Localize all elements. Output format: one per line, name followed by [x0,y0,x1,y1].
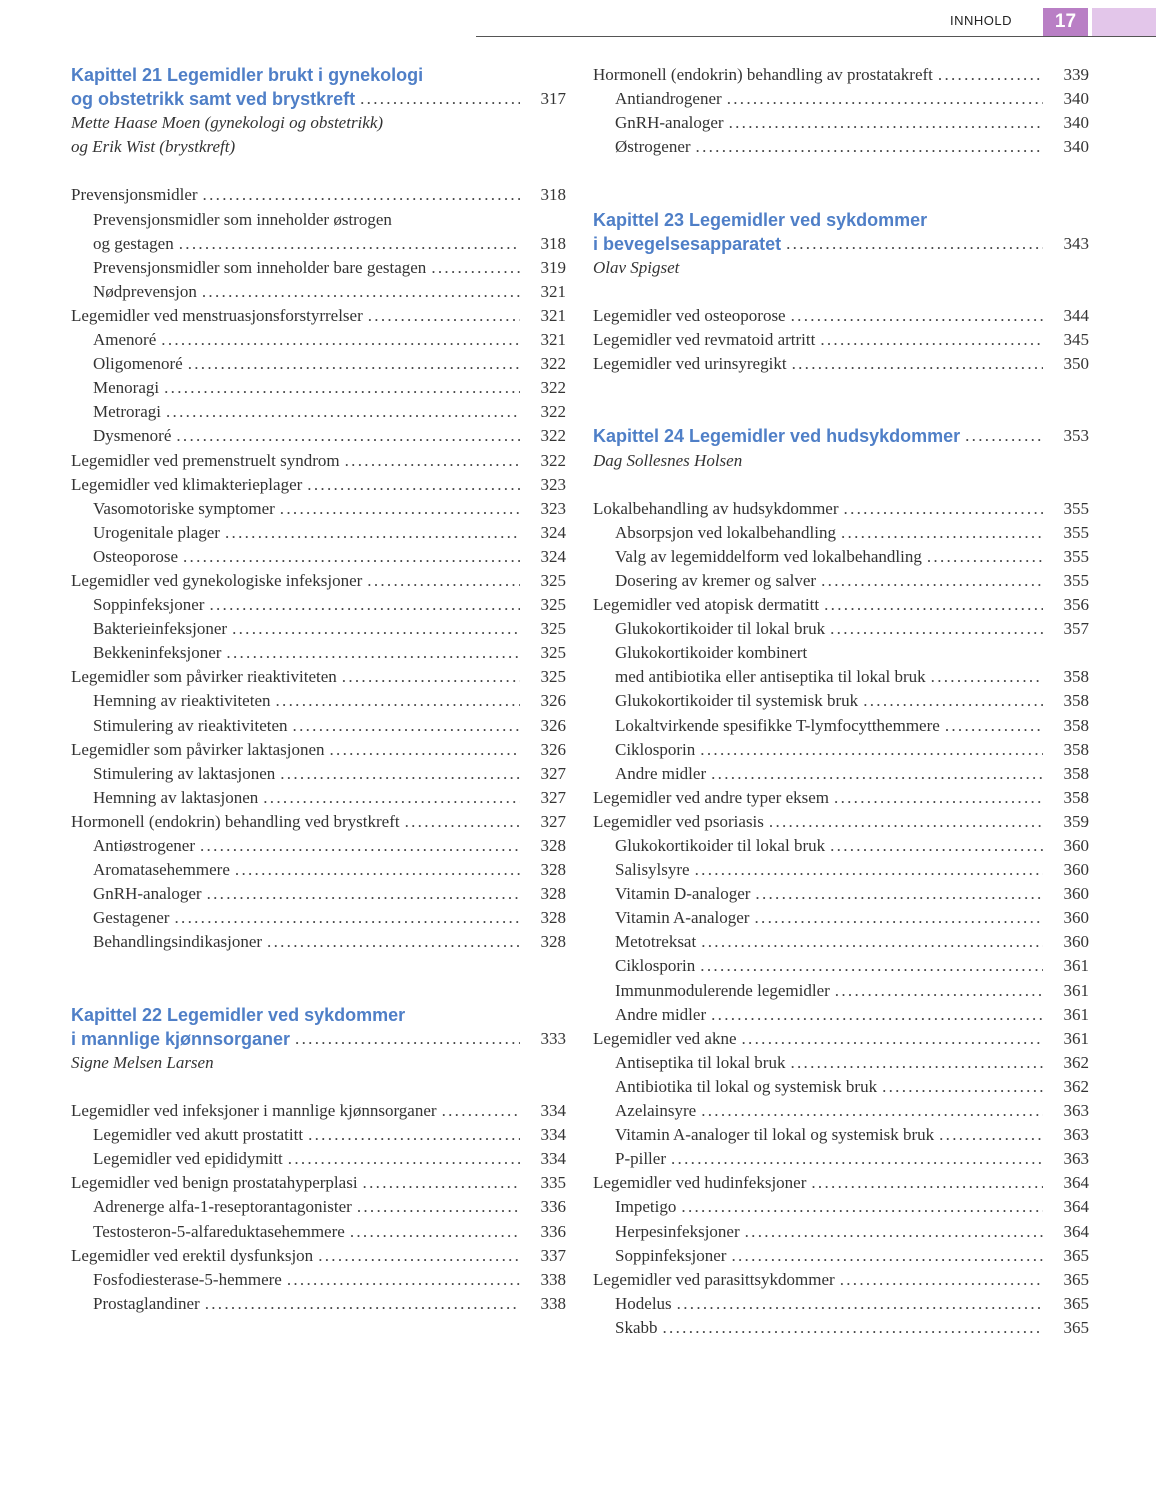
chapter-21-heading-line2[interactable]: og obstetrikk samt ved brystkreft ..... 317 [71,87,566,111]
toc-entry[interactable]: Impetigo ..... 364 [593,1195,1089,1219]
toc-entry[interactable]: Prevensjonsmidler ..... 318 [71,183,566,207]
header-rule [476,36,1156,37]
toc-entry[interactable]: Vitamin A-analoger ..... 360 [593,906,1089,930]
toc-entry[interactable]: Hemning av laktasjonen ..... 327 [71,786,566,810]
toc-entry[interactable]: Hemning av rieaktiviteten ..... 326 [71,689,566,713]
toc-entry[interactable]: Gestagener ..... 328 [71,906,566,930]
toc-entry[interactable]: Nødprevensjon ..... 321 [71,280,566,304]
toc-entry[interactable]: Andre midler ..... 358 [593,762,1089,786]
toc-entry[interactable]: Andre midler ..... 361 [593,1003,1089,1027]
toc-entry[interactable]: Legemidler ved osteoporose ..... 344 [593,304,1089,328]
toc-entry[interactable]: Prostaglandiner ..... 338 [71,1292,566,1316]
toc-entry[interactable]: Metroragi ..... 322 [71,400,566,424]
chapter-24-page: 353 [1063,426,1089,446]
chapter-22-heading-line2[interactable]: i mannlige kjønnsorganer ..... 333 [71,1027,566,1051]
toc-entry[interactable]: Azelainsyre ..... 363 [593,1099,1089,1123]
toc-entry[interactable]: P-piller ..... 363 [593,1147,1089,1171]
toc-entry[interactable]: GnRH-analoger ..... 328 [71,882,566,906]
chapter-23-page: 343 [1063,233,1089,253]
toc-entry[interactable]: Lokaltvirkende spesifikke T-lymfocytthemmere ..... 358 [593,714,1089,738]
toc-entry[interactable]: Antiøstrogener ..... 328 [71,834,566,858]
toc-entry[interactable]: Salisylsyre ..... 360 [593,858,1089,882]
toc-entry[interactable]: Osteoporose ..... 324 [71,545,566,569]
toc-entry[interactable]: Vitamin A-analoger til lokal og systemisk bruk ..... 363 [593,1123,1089,1147]
chapter-21-author-line1: Mette Haase Moen (gynekologi og obstetrikk) [71,113,384,133]
toc-entry[interactable]: og gestagen ..... 318 [71,232,566,256]
toc-entry[interactable]: Antibiotika til lokal og systemisk bruk ..... 362 [593,1075,1089,1099]
toc-entry[interactable]: Hodelus ..... 365 [593,1292,1089,1316]
toc-entry[interactable]: Legemidler ved andre typer eksem ..... 358 [593,786,1089,810]
chapter-21-heading-line1[interactable]: Kapittel 21 Legemidler brukt i gynekologi [71,65,424,85]
toc-entry[interactable]: Lokalbehandling av hudsykdommer ..... 355 [593,497,1089,521]
toc-entry[interactable]: Prevensjonsmidler som inneholder østrogen [93,209,392,229]
page-number: 17 [1043,8,1088,36]
toc-column-left [71,63,566,1316]
toc-entry[interactable]: Fosfodiesterase-5-hemmere ..... 338 [71,1268,566,1292]
toc-entry[interactable]: Glukokortikoider til lokal bruk ..... 360 [593,834,1089,858]
toc-entry[interactable]: Ciklosporin ..... 361 [593,954,1089,978]
toc-entry[interactable]: Legemidler ved klimakterieplager ..... 323 [71,473,566,497]
toc-entry[interactable]: Dosering av kremer og salver ..... 355 [593,569,1089,593]
toc-entry[interactable]: Metotreksat ..... 360 [593,930,1089,954]
toc-entry[interactable]: Oligomenoré ..... 322 [71,352,566,376]
toc-entry[interactable]: Legemidler som påvirker rieaktiviteten ..... 325 [71,665,566,689]
toc-entry[interactable]: Legemidler ved parasittsykdommer ..... 365 [593,1268,1089,1292]
toc-entry[interactable]: Legemidler ved akutt prostatitt ..... 334 [71,1123,566,1147]
toc-entry[interactable]: Legemidler ved psoriasis ..... 359 [593,810,1089,834]
toc-entry[interactable]: Legemidler ved erektil dysfunksjon ..... 337 [71,1244,566,1268]
toc-entry[interactable]: Bekkeninfeksjoner ..... 325 [71,641,566,665]
chapter-23-heading-line1[interactable]: Kapittel 23 Legemidler ved sykdommer [593,209,928,230]
toc-entry[interactable]: Amenoré ..... 321 [71,328,566,352]
toc-entry[interactable]: Østrogener ..... 340 [593,135,1089,159]
toc-entry[interactable]: Legemidler ved epididymitt ..... 334 [71,1147,566,1171]
toc-entry[interactable]: Legemidler ved revmatoid artritt ..... 345 [593,328,1089,352]
toc-entry[interactable]: Dysmenoré ..... 322 [71,424,566,448]
toc-entry[interactable]: Legemidler ved infeksjoner i mannlige kjønnsorganer ..... 334 [71,1099,566,1123]
toc-entry[interactable]: Adrenerge alfa-1-reseptorantagonister ..... 336 [71,1195,566,1219]
toc-entry[interactable]: Stimulering av rieaktiviteten ..... 326 [71,714,566,738]
toc-entry[interactable]: Vasomotoriske symptomer ..... 323 [71,497,566,521]
toc-entry[interactable]: Legemidler ved atopisk dermatitt ..... 356 [593,593,1089,617]
toc-entry[interactable]: Urogenitale plager ..... 324 [71,521,566,545]
toc-entry[interactable]: Ciklosporin ..... 358 [593,738,1089,762]
toc-entry[interactable]: Soppinfeksjoner ..... 325 [71,593,566,617]
toc-entry[interactable]: Menoragi ..... 322 [71,376,566,400]
toc-entry[interactable]: Stimulering av laktasjonen ..... 327 [71,762,566,786]
header-tab [1092,8,1156,36]
toc-entry[interactable]: Prevensjonsmidler som inneholder bare gestagen ..... 319 [71,256,566,280]
toc-entry[interactable]: Legemidler ved hudinfeksjoner ..... 364 [593,1171,1089,1195]
toc-entry[interactable]: Absorpsjon ved lokalbehandling ..... 355 [593,521,1089,545]
toc-entry[interactable]: Legemidler ved premenstruelt syndrom ..... 322 [71,449,566,473]
chapter-23-heading-line2[interactable]: i bevegelsesapparatet ..... 343 [593,232,1089,256]
toc-entry[interactable]: Antiandrogener ..... 340 [593,87,1089,111]
toc-entry[interactable]: Immunmodulerende legemidler ..... 361 [593,979,1089,1003]
toc-entry[interactable]: Legemidler ved benign prostatahyperplasi ..... 335 [71,1171,566,1195]
toc-entry[interactable]: Soppinfeksjoner ..... 365 [593,1244,1089,1268]
toc-entry[interactable]: Legemidler som påvirker laktasjonen ..... 326 [71,738,566,762]
toc-entry[interactable]: Herpesinfeksjoner ..... 364 [593,1220,1089,1244]
toc-entry[interactable]: Behandlingsindikasjoner ..... 328 [71,930,566,954]
toc-column-right [593,63,1089,1340]
toc-entry[interactable]: Glukokortikoider til lokal bruk ..... 357 [593,617,1089,641]
toc-entry[interactable]: Glukokortikoider kombinert [615,643,808,663]
toc-entry[interactable]: Legemidler ved akne ..... 361 [593,1027,1089,1051]
toc-entry[interactable]: Glukokortikoider til systemisk bruk ..... 358 [593,689,1089,713]
chapter-21-author-line2: og Erik Wist (brystkreft) [71,137,236,157]
toc-entry[interactable]: Legemidler ved menstruasjonsforstyrrelser ..... 321 [71,304,566,328]
chapter-24-author: Dag Sollesnes Holsen [593,450,743,470]
toc-entry[interactable]: Bakterieinfeksjoner ..... 325 [71,617,566,641]
chapter-21-page: 317 [540,89,566,109]
running-header-section: INNHOLD [950,13,1013,28]
toc-entry[interactable]: Legemidler ved urinsyregikt ..... 350 [593,352,1089,376]
toc-entry[interactable]: Antiseptika til lokal bruk ..... 362 [593,1051,1089,1075]
toc-entry[interactable]: Hormonell (endokrin) behandling av prostatakreft ..... 339 [593,63,1089,87]
chapter-23-author: Olav Spigset [593,257,680,277]
toc-entry[interactable]: Skabb ..... 365 [593,1316,1089,1340]
toc-entry[interactable]: GnRH-analoger ..... 340 [593,111,1089,135]
toc-entry[interactable]: Vitamin D-analoger ..... 360 [593,882,1089,906]
chapter-24-heading[interactable]: Kapittel 24 Legemidler ved hudsykdommer ..... 353 [593,424,1089,448]
toc-entry[interactable]: med antibiotika eller antiseptika til lokal bruk ..... 358 [593,665,1089,689]
chapter-22-heading-line1[interactable]: Kapittel 22 Legemidler ved sykdommer [71,1004,406,1025]
toc-entry[interactable]: Legemidler ved gynekologiske infeksjoner ..... 325 [71,569,566,593]
toc-entry[interactable]: Aromatasehemmere ..... 328 [71,858,566,882]
toc-entry[interactable]: Valg av legemiddelform ved lokalbehandling ..... 355 [593,545,1089,569]
toc-entry[interactable]: Testosteron-5-alfareduktasehemmere ..... 336 [71,1220,566,1244]
chapter-22-author: Signe Melsen Larsen [71,1052,214,1072]
toc-entry[interactable]: Hormonell (endokrin) behandling ved brystkreft ..... 327 [71,810,566,834]
chapter-22-page: 333 [540,1028,566,1048]
